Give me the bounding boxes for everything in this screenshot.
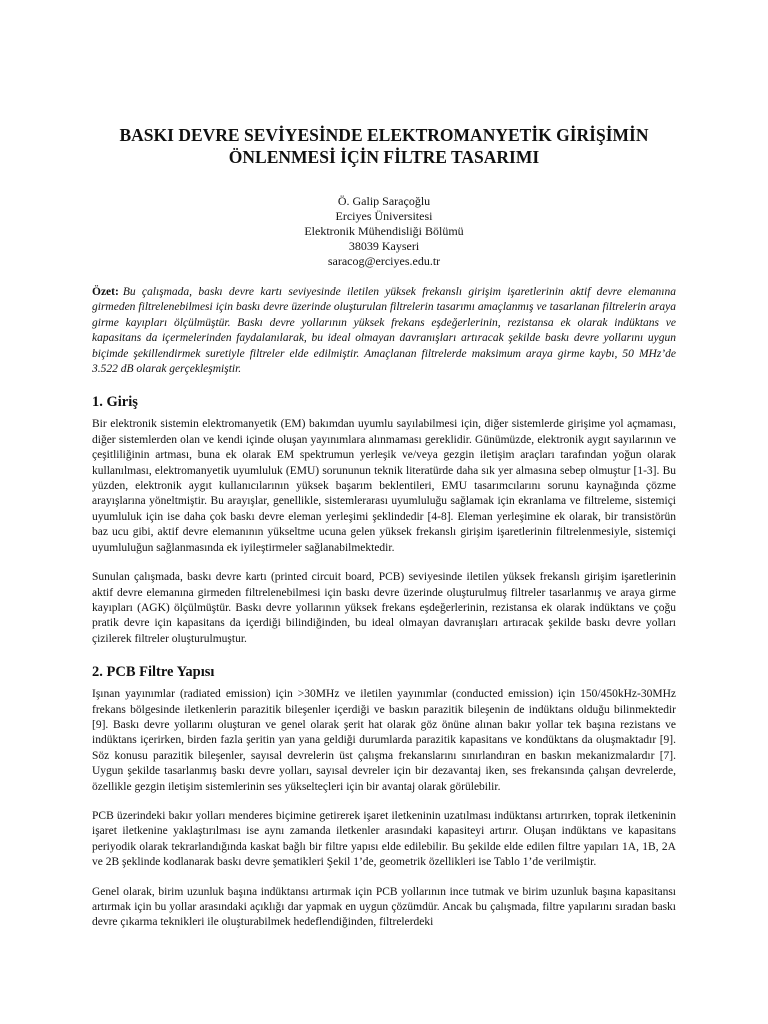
section-2-paragraph-1: Işınan yayınımlar (radiated emission) için >30MHz ve iletilen yayınımlar (conducted emission) için 150/450kHz-30MHz frekans bölgesinde iletkenlerin parazitik bileşenler içerdiği ve baskın parazitik bileşenin de indüktans olduğu bilinmektedir [9]. Baskı devre yollarını oluşturan ve genel olarak şerit hat olarak göz önüne alınan bakır yollar tek başına rezistans ve indüktans içerirken, birden fazla şeritin yan yana geldiği durumlarda parazitik kapasitans ve kondüktans da oluşmaktadır [9]. Söz konusu parazitik bileşenler, sayısal devrelerin üst çalışma frekanslarını sınırlandıran en baskın mekanizmalardır [7]. Uygun şekilde tasarlanmış baskı devre yolları, sayısal devreler için bir dezavantaj iken, ses frekansında çalışan devrelerde, özellikle gezgin iletişim sistemlerinin ses yükselteçleri için bir avantaj olarak görülebilir.: [92, 688, 676, 793]
author-name: Ö. Galip Saraçoğlu: [337, 194, 431, 208]
author-city: 38039 Kayseri: [348, 239, 420, 253]
section-2-heading: 2. PCB Filtre Yapısı: [92, 664, 215, 681]
author-block: [92, 194, 676, 269]
section-1-paragraph-2: Sunulan çalışmada, baskı devre kartı (printed circuit board, PCB) seviyesinde iletilen yüksek frekanslı girişim işaretlerinin aktif devre elemanına girmeden filtrelenebilmesi için baskı devre üzerinde oluşturulmuş filtreler tasarlanmış ve araya girme kayıpları (AGK) ölçülmüştür. Baskı devre yollarının yüksek frekans eşdeğerlerinin, rezistansa ek olarak indüktans ve çoğu pratik devre için kapasitans da içerdiği bilindiğinden, bu ideal olmayan davranışları artıracak şekilde baskı devre yolları çizilerek filtreler oluşturulmuştur.: [92, 571, 676, 645]
title-line-1: BASKI DEVRE SEVİYESİNDE ELEKTROMANYETİK GİRİŞİMİN: [119, 125, 649, 145]
section-1-paragraph-1: Bir elektronik sistemin elektromanyetik (EM) bakımdan uyumlu sayılabilmesi için, diğer sistemlerde girişime yol açmaması, diğer sistemlerden olan ve kendi içinde oluşan yayınımlara alınmaması gereklidir. Günümüzde, elektronik aygıt sayılarının ve çeşitliliğinin artması, buna ek olarak EM spektrumun yerleşik ve/veya gezgin iletişim araçları tarafından yoğun olarak kullanılması, elektromanyetik uyumluluk (EMU) sorununun teknik literatürde daha sık yer almasına sebep olmuştur [1-3]. Bu yüzden, elektronik aygıt kullanıcılarının yüksek başarım beklentileri, EMU tasarımcılarını sorunu kaynağında çözme arayışlarına yöneltmiştir. Bu arayışlar, genellikle, sistemlerarası uyumluluğu sağlamak için ekranlama ve filtreleme, sistemiçi uyumluluk için ise daha çok baskı devre eleman yerleşimi şeklindedir [4-8]. Eleman yerleşimine ek olarak, bir transistörün baz ucu gibi, aktif devre elemanının yükseltme ucuna gelen yüksek frekanslı girişim işaretlerinin filtrelenmesiyle, sistemiçi uyumluluğun sağlanmasında ek iyileştirmeler sağlanabilmektedir.: [92, 418, 676, 554]
author-email: saracog@erciyes.edu.tr: [327, 254, 441, 268]
abstract: [92, 285, 676, 377]
section-2-paragraph-2: PCB üzerindeki bakır yolları menderes biçimine getirerek işaret iletkeninin uzatılması indüktansı artırırken, toprak iletkeninin işaret iletkenine yaklaştırılması ise aynı zamanda iletkenler arasındaki kapasiteyi artırır. Oluşan indüktans ve kapasitans periyodik olarak tekrarlandığında kaskat bağlı bir filtre yapısı elde edilebilir. Bu şekilde elde edilen filtre yapıları 1A, 1B, 2A ve 2B şeklinde kodlanarak baskı devre şematikleri Şekil 1’de, geometrik özellikleri ise Tablo 1’de verilmiştir.: [92, 809, 676, 869]
abstract-label: Özet:: [92, 286, 119, 298]
author-university: Erciyes Üniversitesi: [335, 209, 433, 223]
section-2-paragraph-3: Genel olarak, birim uzunluk başına indüktansı artırmak için PCB yollarının ince tutmak ve birim uzunluk başına kapasitansı artırmak için bu yollar arasındaki açıklığı dar yapmak en uygun çözümdür. Ancak bu çalışmada, filtre yapılarını sıradan baskı devre çıkarma teknikleri ile oluşturabilmek hedeflendiğinden, filtrelerdeki: [92, 885, 676, 929]
section-1-heading: 1. Giriş: [92, 394, 138, 411]
paper-title: [92, 124, 676, 168]
abstract-text: Bu çalışmada, baskı devre kartı seviyesinde iletilen yüksek frekanslı girişim işaretlerinin aktif devre elemanına girmeden filtrelenebilmesi için baskı devre üzerinde oluşturulan filtrelerin tasarımı amaçlanmış ve tasarlanan filtrelerin araya girme kayıpları ölçülmüştür. Baskı devre yollarının yüksek frekans eşdeğerlerinin, rezistansa ek olarak indüktans ve kapasitans da içermelerinden faydalanılarak, bu ideal olmayan davranışları artıracak şekilde baskı devre yollarını uygun biçimde şekillendirmek suretiyle filtreler elde edilmiştir. Amaçlanan filtrelerde maksimum araya girme kaybı, 50 MHz’de 3.522 dB olarak gerçekleşmiştir.: [92, 286, 676, 376]
title-line-2: ÖNLENMESİ İÇİN FİLTRE TASARIMI: [228, 147, 540, 167]
author-department: Elektronik Mühendisliği Bölümü: [304, 224, 464, 238]
